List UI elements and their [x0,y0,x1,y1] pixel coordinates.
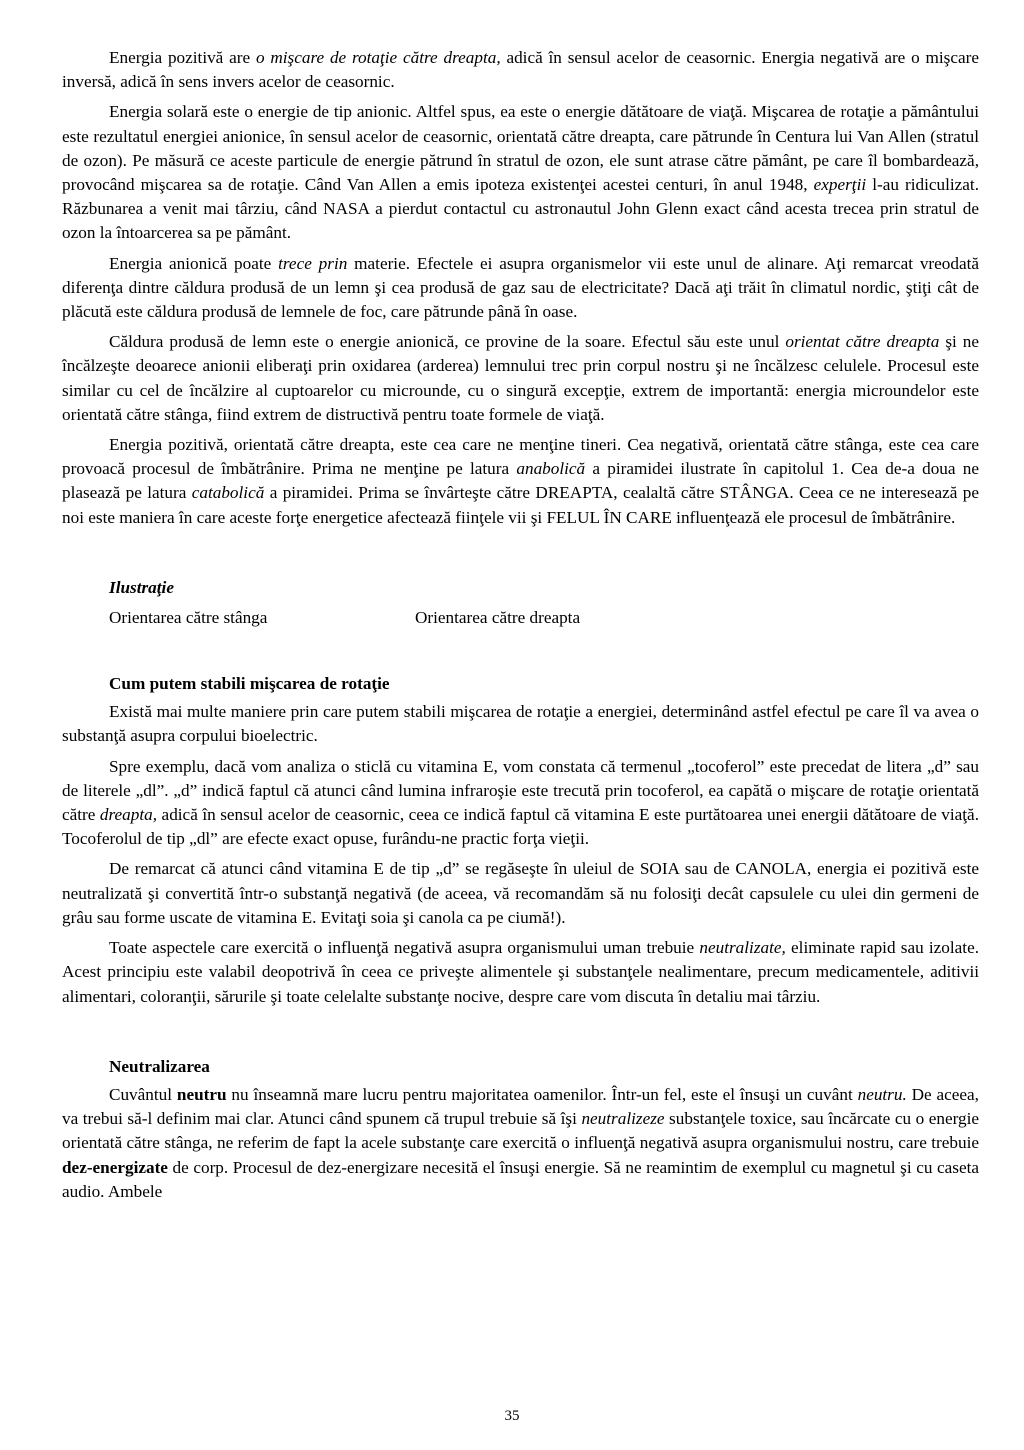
italic-text: anabolică [516,459,586,479]
intro-section [62,46,979,530]
paragraph [62,700,979,748]
text-run: şi ne încălzeşte deoarece anionii eliberaţi prin oxidarea (arderea) lemnului trec prin corpul nostru şi ne încălzesc celulele. Procesul este similar cu cel de încălzire al cuptoarelor cu microunde, cu o singură excepţie, extrem de importantă: energia microundelor este orientată către stânga, fiind extrem de distructivă pentru toate formele de viaţă. [62,332,980,424]
paragraph [62,755,979,852]
bold-text: dez-energizate [62,1157,168,1177]
text-run: Energia pozitivă, orientată către dreapta, este cea care ne menţine tineri. Cea negativă, orientată către stânga, este cea care provoacă procesul de îmbătrânire. Prima ne menţine pe latura [62,435,979,479]
bold-text: neutru [176,1084,227,1104]
text-run: l-au ridiculizat. Răzbunarea a venit mai târziu, când NASA a pierdut contactul cu astronautul John Glenn exact când acesta trecea prin stratul de ozon la întoarcerea sa pe pământ. [62,175,979,243]
illustration-title: Ilustraţie [109,577,174,597]
text-run: Toate aspectele care exercită o influenţă negativă asupra organismului uman trebuie [109,938,700,958]
text-run: Există mai multe maniere prin care putem stabili mişcarea de rotaţie a energiei, determinând astfel efectul pe care îl va avea o substanţă asupra corpului bioelectric. [62,702,979,746]
paragraph [62,1083,979,1204]
text-run: De aceea, va trebui să-l definim mai clar. Atunci când spunem că trupul trebuie să îşi [62,1084,979,1129]
section-heading-rotation: Cum putem stabili mişcarea de rotaţie [109,674,390,694]
text-run: Căldura produsă de lemn este o energie anionică, ce provine de la soare. Efectul său este unul [109,332,786,352]
text-run: Energia pozitivă are [109,48,256,67]
spacer [62,536,979,576]
paragraph [62,46,979,94]
paragraph [62,252,979,325]
italic-text: neutralizate, [699,938,786,958]
paragraph [62,433,979,530]
italic-text: experţii [813,175,867,195]
text-run: Spre exemplu, dacă vom analiza o sticlă cu vitamina E, vom constata că termenul „tocoferol” este precedat de litera „d” sau de literele „dl”. „d” indică faptul că atunci când lumina infraroşie este trecută prin tocoferol, ea capătă o mişcare de rotaţie orientată către [62,756,979,825]
text-run: materie. Efectele ei asupra organismelor vii este unul de alinare. Aţi remarcat vreodată diferenţa dintre căldura produsă de un lemn şi cea produsă de gaz sau de electricitate? Dacă aţi trăit în climatul nordic, ştiţi cât de plăcută este căldura produsă de lemnele de foc, care pătrunde până în oase. [62,253,980,322]
italic-text: dreapta, [99,805,158,825]
text-run: Energia solară este o energie de tip anionic. Altfel spus, ea este o energie dătătoare de viaţă. Mişcarea de rotaţie a pământului este rezultatul energiei anionice, în sensul acelor de ceasornic, orientată către dreapta, care pătrunde în Centura lui Van Allen (stratul de ozon). Pe măsură ce aceste particule de energie pătrund în stratul de ozon, ele sunt atrase către pământ, pe care îl bombardează, provocând mişcarea sa de rotaţie. Când Van Allen a emis ipoteza existenţei acestei centuri, în anul 1948, [62,102,979,195]
text-run: de corp. Procesul de dez-energizare necesită el însuşi energie. Să ne reamintim de exemplul cu magnetul şi cu caseta audio. Ambele [62,1157,979,1201]
neutralization-section [62,1083,979,1204]
italic-text: neutru. [857,1084,907,1104]
text-run: adică în sensul acelor de ceasornic. Energia negativă are o mişcare inversă, adică în sens invers acelor de ceasornic. [62,48,979,92]
italic-text: catabolică [191,483,265,503]
text-run: eliminate rapid sau izolate. Acest principiu este valabil deopotrivă în ceea ce priveşte alimentele şi substanţele nealimentare, precum medicamentele, aditivii alimentari, coloranţii, sărurile şi toate celelalte substanţe nocive, despre care vom discuta în detaliu mai târziu. [62,938,979,1006]
illustration-right-label: Orientarea către dreapta [415,608,581,628]
text-run: substanţele toxice, sau încărcate cu o energie orientată către stânga, ne referim de fapt la acele substanţe care exercită o influenţă negativă asupra organismului nostru, care trebuie [62,1109,980,1153]
text-run: Energia anionică poate [109,253,279,273]
illustration-left-label: Orientarea către stânga [109,608,268,628]
italic-text: o mişcare de rotaţie către dreapta, [255,48,501,67]
italic-text: orientat către dreapta [785,332,940,352]
text-run: nu înseamnă mare lucru pentru majoritatea oamenilor. Într-un fel, este el însuşi un cuvânt [226,1084,858,1104]
italic-text: neutralizeze [581,1109,665,1129]
paragraph [62,857,979,930]
text-run: a piramidei. Prima se învârteşte către DREAPTA, cealaltă către STÂNGA. Ceea ce ne interesează pe noi este maniera în care aceste forţe energetice afectează fiinţele vii şi FELUL ÎN CARE influenţează ele procesul de îmbătrânire. [62,483,979,527]
spacer [62,1015,979,1055]
text-run: adică în sensul acelor de ceasornic, ceea ce indică faptul că vitamina E este purtătoarea unei energii dătătoare de viaţă. Tocoferolul de tip „dl” are efecte exact opuse, furându-ne practic forţa vieţii. [62,805,979,849]
paragraph [62,936,979,1009]
illustration-labels [62,606,979,632]
document-page [62,46,979,1210]
spacer [62,632,979,672]
paragraph [62,100,979,245]
paragraph [62,330,979,427]
text-run: a piramidei ilustrate în capitolul 1. Cea de-a doua ne plasează pe latura [62,459,980,503]
section-heading-neutralization: Neutralizarea [109,1056,210,1076]
text-run: De remarcat că atunci când vitamina E de tip „d” se regăseşte în uleiul de SOIA sau de CANOLA, energia ei pozitivă este neutralizată şi convertită într-o substanţă negativă (de aceea, vă recomandăm să nu folosiţi decât capsulele cu ulei din germeni de grâu sau forme uscate de vitamina E. Evitaţi soia şi canola ca pe ciumă!). [62,859,979,927]
rotation-section [62,700,979,1008]
text-run: Cuvântul [109,1084,177,1104]
italic-text: trece prin [278,253,348,273]
page-number: 35 [504,1408,520,1424]
